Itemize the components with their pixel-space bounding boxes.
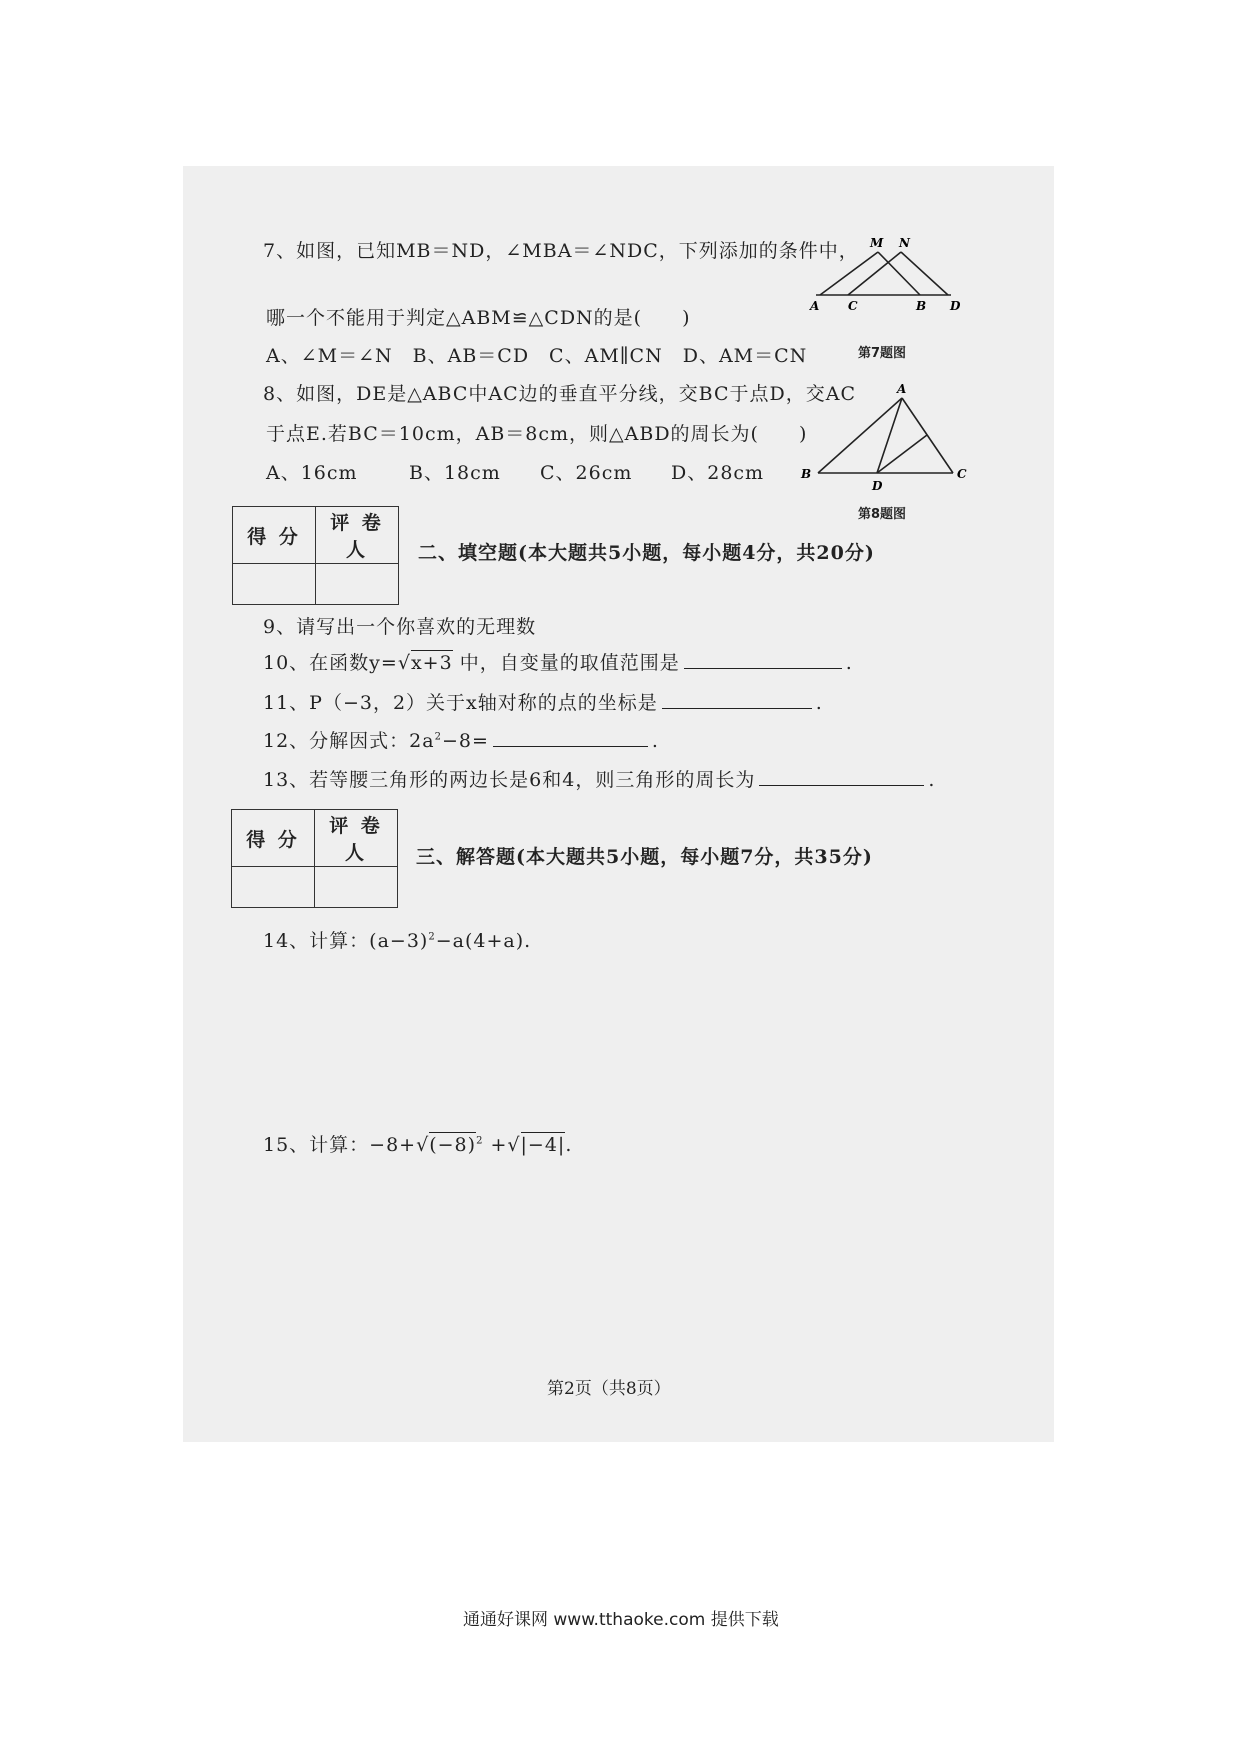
page-number: 第2页（共8页） [547, 1379, 671, 1399]
q8-option-d: D、28cm [671, 462, 765, 484]
q7-label-m: M [870, 236, 884, 250]
q15-radicand2: |−4| [520, 1134, 566, 1156]
footer-credit: 通通好课网 www.tthaoke.com 提供下载 [463, 1610, 779, 1630]
q10-suffix: 中，自变量的取值范围是 [459, 652, 680, 674]
q13-answer-blank[interactable] [759, 767, 924, 786]
q8-label-c: C [957, 467, 967, 481]
sqrt-icon: √ [416, 1134, 430, 1156]
q7-caption: 第7题图 [858, 346, 907, 361]
q15-plus: + [490, 1134, 508, 1156]
q7-label-a: A [810, 299, 820, 313]
q12-suffix: −8= [441, 730, 489, 752]
score-table-section2 [232, 506, 399, 605]
q8-figure [797, 380, 977, 500]
q8-option-b: B、18cm [409, 462, 501, 484]
sqrt-icon: √ [507, 1134, 521, 1156]
q8-line2: 于点E.若BC＝10cm，AB＝8cm，则△ABD的周长为( ) [266, 423, 808, 445]
q15-radicand1: (−8) [429, 1134, 477, 1156]
score-cell[interactable] [233, 564, 316, 605]
q11-answer-blank[interactable] [662, 690, 812, 709]
q15 [263, 1130, 572, 1157]
q8-label-a: A [897, 382, 907, 396]
q15-prefix: 15、计算：−8+ [263, 1134, 417, 1156]
q9 [263, 612, 536, 639]
q15-exponent: 2 [476, 1135, 484, 1147]
score-table-section3 [231, 809, 398, 908]
q14-suffix: −a(4+a). [435, 930, 532, 952]
score-header: 得 分 [232, 810, 315, 867]
q13-end: . [928, 769, 936, 791]
q12-prefix: 12、分解因式：2a [263, 730, 435, 752]
q10-answer-blank[interactable] [684, 650, 842, 669]
q7-label-n: N [899, 236, 910, 250]
q7-line2: 哪一个不能用于判定△ABM≌△CDN的是( ) [266, 307, 691, 329]
q11 [263, 688, 823, 715]
score-cell[interactable] [232, 867, 315, 908]
sqrt-icon: √ [397, 652, 411, 674]
q8-label-b: B [801, 467, 812, 481]
q14-exponent: 2 [428, 931, 436, 943]
q12 [263, 726, 659, 753]
q9-text: 9、请写出一个你喜欢的无理数 [263, 616, 537, 638]
q8-options [266, 458, 764, 485]
q8-option-a: A、16cm [266, 462, 358, 484]
section3-title: 三、解答题(本大题共5小题，每小题7分，共35分) [416, 846, 873, 868]
q10 [263, 648, 853, 675]
q15-end: . [565, 1134, 573, 1156]
grader-header: 评 卷 人 [316, 507, 399, 564]
q8-caption: 第8题图 [858, 507, 907, 522]
section2-title: 二、填空题(本大题共5小题，每小题4分，共20分) [418, 542, 875, 564]
grader-cell[interactable] [316, 564, 399, 605]
q7-label-d: D [950, 299, 961, 313]
q7-label-b: B [916, 299, 927, 313]
grader-cell[interactable] [315, 867, 398, 908]
q14 [263, 926, 531, 953]
q10-radicand: x+3 [410, 652, 453, 674]
score-header: 得 分 [233, 507, 316, 564]
q7-options: A、∠M＝∠N B、AB＝CD C、AM∥CN D、AM＝CN [266, 345, 808, 367]
q8-option-c: C、26cm [540, 462, 633, 484]
q7-line1: 7、如图，已知MB＝ND，∠MBA＝∠NDC，下列添加的条件中， [263, 240, 859, 262]
q7-label-c: C [848, 299, 858, 313]
q14-prefix: 14、计算：(a−3) [263, 930, 429, 952]
q12-exponent: 2 [434, 731, 442, 743]
q8-label-d: D [872, 479, 883, 493]
q12-answer-blank[interactable] [493, 728, 648, 747]
q7-figure [808, 235, 968, 325]
q13 [263, 765, 935, 792]
q11-text: 11、P（−3，2）关于x轴对称的点的坐标是 [263, 692, 658, 714]
q12-end: . [651, 730, 659, 752]
q13-text: 13、若等腰三角形的两边长是6和4，则三角形的周长为 [263, 769, 756, 791]
q8-line1: 8、如图，DE是△ABC中AC边的垂直平分线，交BC于点D，交AC [263, 383, 856, 405]
q10-prefix: 10、在函数y= [263, 652, 398, 674]
grader-header: 评 卷 人 [315, 810, 398, 867]
q10-end: . [845, 652, 853, 674]
q11-end: . [815, 692, 823, 714]
